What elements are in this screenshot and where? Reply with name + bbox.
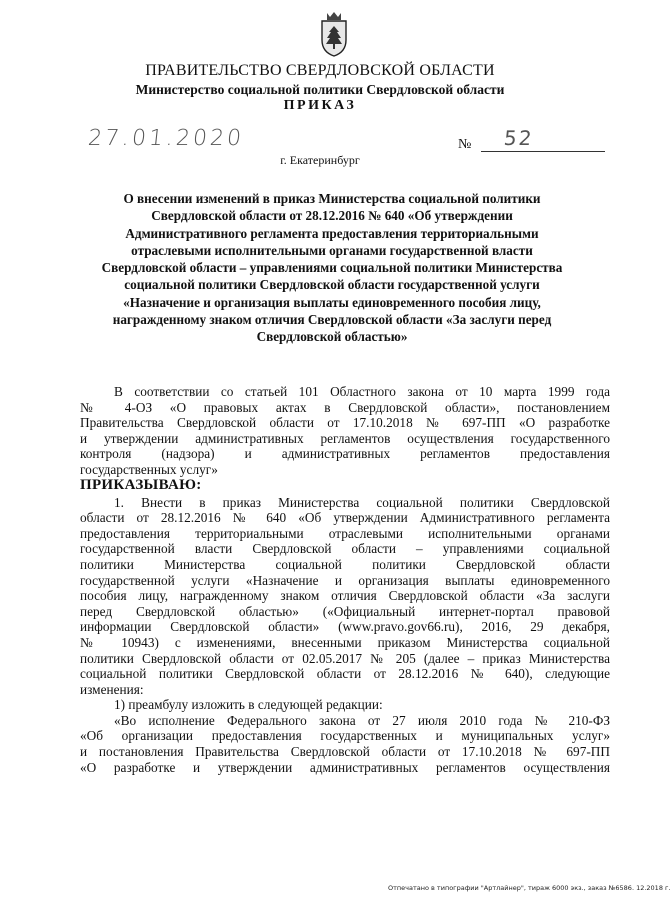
ministry-name: Министерство социальной политики Свердловской области xyxy=(135,82,505,97)
number-underline xyxy=(481,151,605,152)
item-line: политики Свердловской области от 02.05.2017 № 205 (далее – приказ Министерства xyxy=(80,650,610,666)
quote-line: и постановления Правительства Свердловской области от 17.10.2018 № 697-ПП xyxy=(80,744,610,760)
preamble-line: В соответствии со статьей 101 Областного закона от 10 марта 1999 года xyxy=(114,384,610,399)
print-note: Отпечатано в типографии "Артлайнер", тираж 6000 экз., заказ №6586. 12.2018 г. xyxy=(388,884,671,892)
government-title: ПРАВИТЕЛЬСТВО СВЕРДЛОВСКОЙ ОБЛАСТИ xyxy=(145,62,495,79)
item-line: государственной услуги «Назначение и организация выплаты единовременного xyxy=(80,572,610,588)
document-number: 52 xyxy=(502,126,535,150)
item-line: пособия лицу, награжденному знаком отличия Свердловской области «За заслуги xyxy=(80,588,610,604)
item-line: 1. Внести в приказ Министерства социальной политики Свердловской xyxy=(114,494,610,510)
item-line: социальной политики Свердловской области от 28.12.2016 № 640), следующие xyxy=(80,666,610,682)
item-line: № 10943) с изменениями, внесенными приказом Министерства социальной xyxy=(80,634,610,650)
quote-line: «Во исполнение Федерального закона от 27 июля 2010 года № 210-ФЗ xyxy=(114,712,610,728)
document-subject xyxy=(82,190,582,346)
subject-line: социальной политики Свердловской области государственной услуги xyxy=(124,277,540,293)
item-line: перед Свердловской областью» («Официальный интернет-портал правовой xyxy=(80,603,610,619)
number-label: № xyxy=(458,137,472,152)
item-line: информации Свердловской области» (www.pravo.gov66.ru), 2016, 29 декабря, xyxy=(80,619,610,635)
item-line: политики Министерства социальной политики Свердловской области xyxy=(80,556,610,572)
subject-line: Свердловской области – управлениями социальной политики Министерства xyxy=(101,260,563,276)
coat-of-arms-icon xyxy=(318,10,350,58)
preamble-line: № 4-ОЗ «О правовых актах в Свердловской области», постановлением xyxy=(80,399,610,415)
item-line: государственной власти Свердловской области – управлениями социальной xyxy=(80,541,610,557)
preamble-line: и утверждении административных регламентов осуществления государственного xyxy=(80,430,610,446)
preamble-line: государственных услуг» xyxy=(80,461,218,477)
quote-line: «Об организации предоставления государственных и муниципальных услуг» xyxy=(80,728,610,744)
quote-line: «О разработке и утверждении административных регламентов осуществления xyxy=(80,759,610,775)
preamble-line: Правительства Свердловской области от 17.10.2018 № 697-ПП «О разработке xyxy=(80,415,610,431)
item-line: предоставления территориальными отраслевыми исполнительными органами xyxy=(80,525,610,541)
subject-line: Свердловской области от 28.12.2016 № 640 «Об утверждении xyxy=(151,208,513,224)
subject-line: Свердловской областью» xyxy=(256,329,408,345)
order-word: ПРИКАЗЫВАЮ: xyxy=(80,476,202,493)
document-body xyxy=(80,384,610,775)
item-line: изменения: xyxy=(80,681,144,697)
subject-line: отраслевыми исполнительными органами государственной власти xyxy=(131,242,533,258)
document-type: ПРИКАЗ xyxy=(283,98,357,113)
subject-line: Административного регламента предоставления территориальными xyxy=(125,225,539,241)
preamble-line: контроля (надзора) и административных регламентов предоставления xyxy=(80,446,610,462)
subject-line: награжденному знаком отличия Свердловской области «За заслуги перед xyxy=(112,312,552,328)
city: г. Екатеринбург xyxy=(280,153,360,167)
item-line: области от 28.12.2016 № 640 «Об утверждении Административного регламента xyxy=(80,510,610,526)
subitem-line: 1) преамбулу изложить в следующей редакции: xyxy=(114,697,383,713)
subject-line: «Назначение и организация выплаты единовременного пособия лицу, xyxy=(123,294,541,310)
document-date: 27.01.2020 xyxy=(86,126,246,151)
subject-line: О внесении изменений в приказ Министерства социальной политики xyxy=(123,191,541,206)
